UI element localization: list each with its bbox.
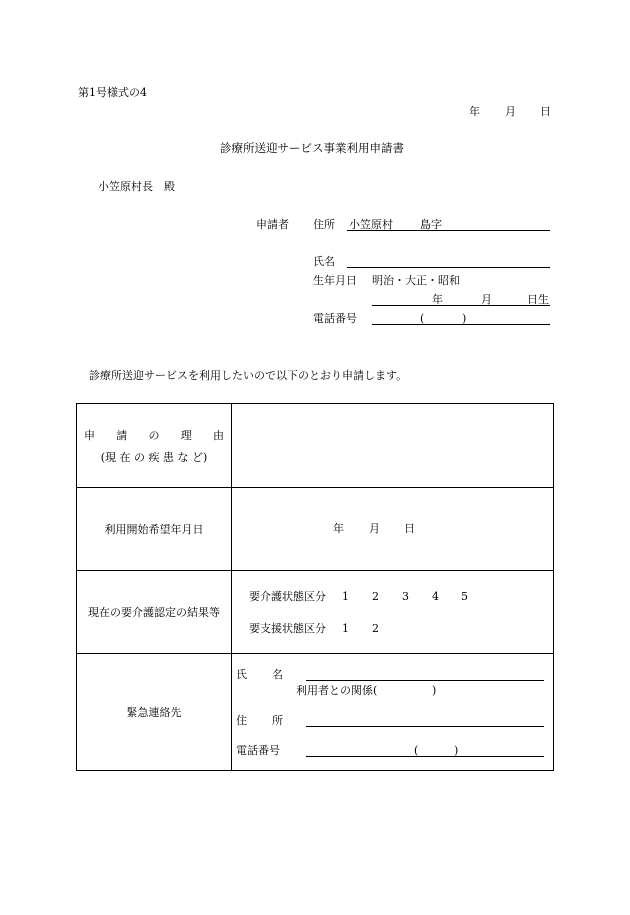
em-name-char: 氏 bbox=[236, 668, 247, 681]
care-label-cell bbox=[77, 570, 231, 653]
em-relation-close: ) bbox=[432, 684, 437, 697]
address-island: 島字 bbox=[420, 218, 442, 231]
em-phone-paren-open: ( bbox=[414, 744, 419, 757]
care-level-option[interactable]: 3 bbox=[402, 590, 409, 603]
reason-label bbox=[84, 427, 224, 443]
reason-char: 申 bbox=[84, 428, 95, 442]
phone-paren-open: ( bbox=[420, 312, 425, 325]
em-name-char: 名 bbox=[272, 668, 283, 681]
phone-paren-close: ) bbox=[462, 312, 467, 325]
date-month-label: 月 bbox=[505, 105, 516, 118]
document-title: 診療所送迎サービス事業利用申請書 bbox=[220, 141, 404, 155]
intro-text: 診療所送迎サービスを利用したいので以下のとおり申請します。 bbox=[89, 369, 408, 382]
phone-field[interactable] bbox=[372, 324, 550, 325]
start-day-label: 日 bbox=[404, 522, 415, 535]
em-name-field[interactable] bbox=[306, 680, 544, 681]
em-address-char: 所 bbox=[272, 714, 283, 727]
care-level-option[interactable]: 4 bbox=[432, 590, 439, 603]
address-field[interactable] bbox=[347, 230, 550, 231]
start-date-label: 利用開始希望年月日 bbox=[104, 522, 204, 536]
care-label: 現在の要介護認定の結果等 bbox=[88, 605, 220, 619]
support-level-label: 要支援状態区分 bbox=[249, 622, 326, 635]
name-field[interactable] bbox=[347, 267, 550, 268]
birth-month-label: 月 bbox=[481, 293, 492, 306]
era-options[interactable]: 明治・大正・昭和 bbox=[372, 274, 460, 287]
reason-char: 請 bbox=[116, 428, 128, 442]
birth-date-field[interactable] bbox=[372, 305, 550, 306]
emergency-label-cell bbox=[77, 653, 231, 771]
addressee: 小笠原村長 殿 bbox=[98, 180, 175, 193]
support-level-option[interactable]: 2 bbox=[372, 622, 379, 635]
reason-field[interactable] bbox=[232, 404, 553, 487]
start-month-label: 月 bbox=[369, 522, 380, 535]
applicant-label: 申請者 bbox=[256, 218, 289, 231]
reason-label-cell bbox=[77, 404, 231, 487]
application-table bbox=[76, 403, 554, 771]
em-phone-label: 電話番号 bbox=[236, 744, 280, 757]
date-year-label: 年 bbox=[469, 105, 480, 118]
address-village: 小笠原村 bbox=[349, 218, 393, 231]
care-level-option[interactable]: 2 bbox=[372, 590, 379, 603]
care-level-option[interactable]: 5 bbox=[461, 590, 468, 603]
address-label: 住所 bbox=[313, 218, 335, 231]
phone-label: 電話番号 bbox=[313, 312, 357, 325]
care-level-option[interactable]: 1 bbox=[342, 590, 349, 603]
em-phone-field[interactable] bbox=[306, 756, 544, 757]
emergency-label: 緊急連絡先 bbox=[126, 706, 182, 719]
reason-char: 理 bbox=[180, 428, 192, 442]
reason-char: 由 bbox=[213, 428, 224, 442]
start-date-label-cell bbox=[77, 487, 231, 570]
em-address-char: 住 bbox=[236, 714, 247, 727]
birth-year-label: 年 bbox=[432, 293, 443, 306]
care-level-label: 要介護状態区分 bbox=[249, 590, 326, 603]
em-relation-label: 利用者との関係( bbox=[296, 684, 378, 697]
em-address-field[interactable] bbox=[306, 726, 544, 727]
form-id: 第1号様式の4 bbox=[78, 86, 147, 99]
start-year-label: 年 bbox=[333, 522, 344, 535]
date-day-label: 日 bbox=[540, 105, 551, 118]
reason-char: の bbox=[148, 428, 160, 442]
name-label: 氏名 bbox=[313, 255, 335, 268]
em-phone-paren-close: ) bbox=[454, 744, 459, 757]
birth-day-label: 日生 bbox=[527, 293, 549, 306]
birth-label: 生年月日 bbox=[313, 274, 357, 287]
support-level-option[interactable]: 1 bbox=[342, 622, 349, 635]
reason-sublabel: (現 在 の 疾 患 な ど) bbox=[100, 450, 208, 464]
